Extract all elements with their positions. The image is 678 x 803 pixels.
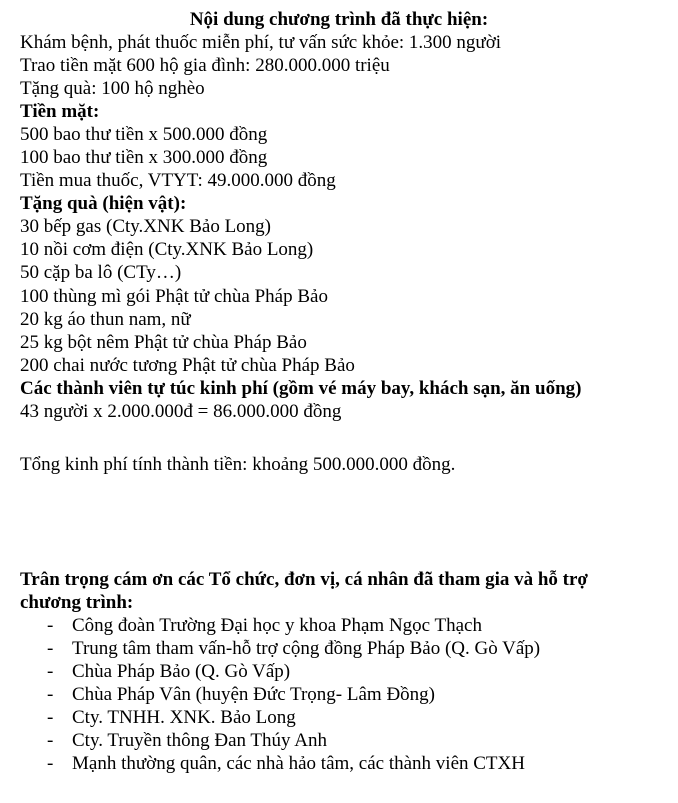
bullet-dash: -	[47, 730, 54, 751]
gift-item: 25 kg bột nêm Phật tử chùa Pháp Bảo	[20, 332, 307, 353]
bullet-dash: -	[47, 661, 54, 682]
gift-item: 10 nồi cơm điện (Cty.XNK Bảo Long)	[20, 239, 314, 260]
supporter-name: Trung tâm tham vấn-hỗ trợ cộng đồng Pháp Bảo (Q. Gò Vấp)	[72, 638, 541, 659]
summary-line: Khám bệnh, phát thuốc miễn phí, tư vấn sức khỏe: 1.300 người	[20, 32, 502, 53]
gift-item: 20 kg áo thun nam, nữ	[20, 309, 191, 330]
bullet-dash: -	[47, 707, 54, 728]
thanks-line: chương trình:	[20, 592, 134, 613]
supporter-name: Mạnh thường quân, các nhà hảo tâm, các thành viên CTXH	[72, 753, 525, 774]
members-line: 43 người x 2.000.000đ = 86.000.000 đồng	[20, 401, 342, 422]
summary-line: Tặng quà: 100 hộ nghèo	[20, 78, 205, 99]
total-line: Tổng kinh phí tính thành tiền: khoảng 500.000.000 đồng.	[20, 454, 456, 475]
supporter-name: Chùa Pháp Vân (huyện Đức Trọng- Lâm Đồng)	[72, 684, 435, 705]
summary-line: Trao tiền mặt 600 hộ gia đình: 280.000.000 triệu	[20, 55, 390, 76]
cash-item: 500 bao thư tiền x 500.000 đồng	[20, 124, 268, 145]
bullet-dash: -	[47, 615, 54, 636]
document-heading: Nội dung chương trình đã thực hiện:	[189, 9, 489, 30]
bullet-dash: -	[47, 753, 54, 774]
members-title: Các thành viên tự túc kinh phí (gồm vé máy bay, khách sạn, ăn uống)	[20, 378, 582, 399]
gift-item: 50 cặp ba lô (CTy…)	[20, 262, 182, 283]
supporter-name: Chùa Pháp Bảo (Q. Gò Vấp)	[72, 661, 291, 682]
gift-item: 100 thùng mì gói Phật tử chùa Pháp Bảo	[20, 286, 328, 307]
cash-item: 100 bao thư tiền x 300.000 đồng	[20, 147, 268, 168]
cash-title: Tiền mặt:	[20, 101, 100, 122]
supporter-name: Công đoàn Trường Đại học y khoa Phạm Ngọc Thạch	[72, 615, 482, 636]
gift-item: 200 chai nước tương Phật tử chùa Pháp Bảo	[20, 355, 355, 376]
cash-item: Tiền mua thuốc, VTYT: 49.000.000 đồng	[20, 170, 336, 191]
supporter-name: Cty. Truyền thông Đan Thúy Anh	[72, 730, 327, 751]
thanks-line: Trân trọng cám ơn các Tổ chức, đơn vị, cá nhân đã tham gia và hỗ trợ	[20, 569, 588, 590]
bullet-dash: -	[47, 684, 54, 705]
supporter-name: Cty. TNHH. XNK. Bảo Long	[72, 707, 296, 728]
bullet-dash: -	[47, 638, 54, 659]
gift-item: 30 bếp gas (Cty.XNK Bảo Long)	[20, 216, 272, 237]
gifts-title: Tặng quà (hiện vật):	[20, 193, 187, 214]
